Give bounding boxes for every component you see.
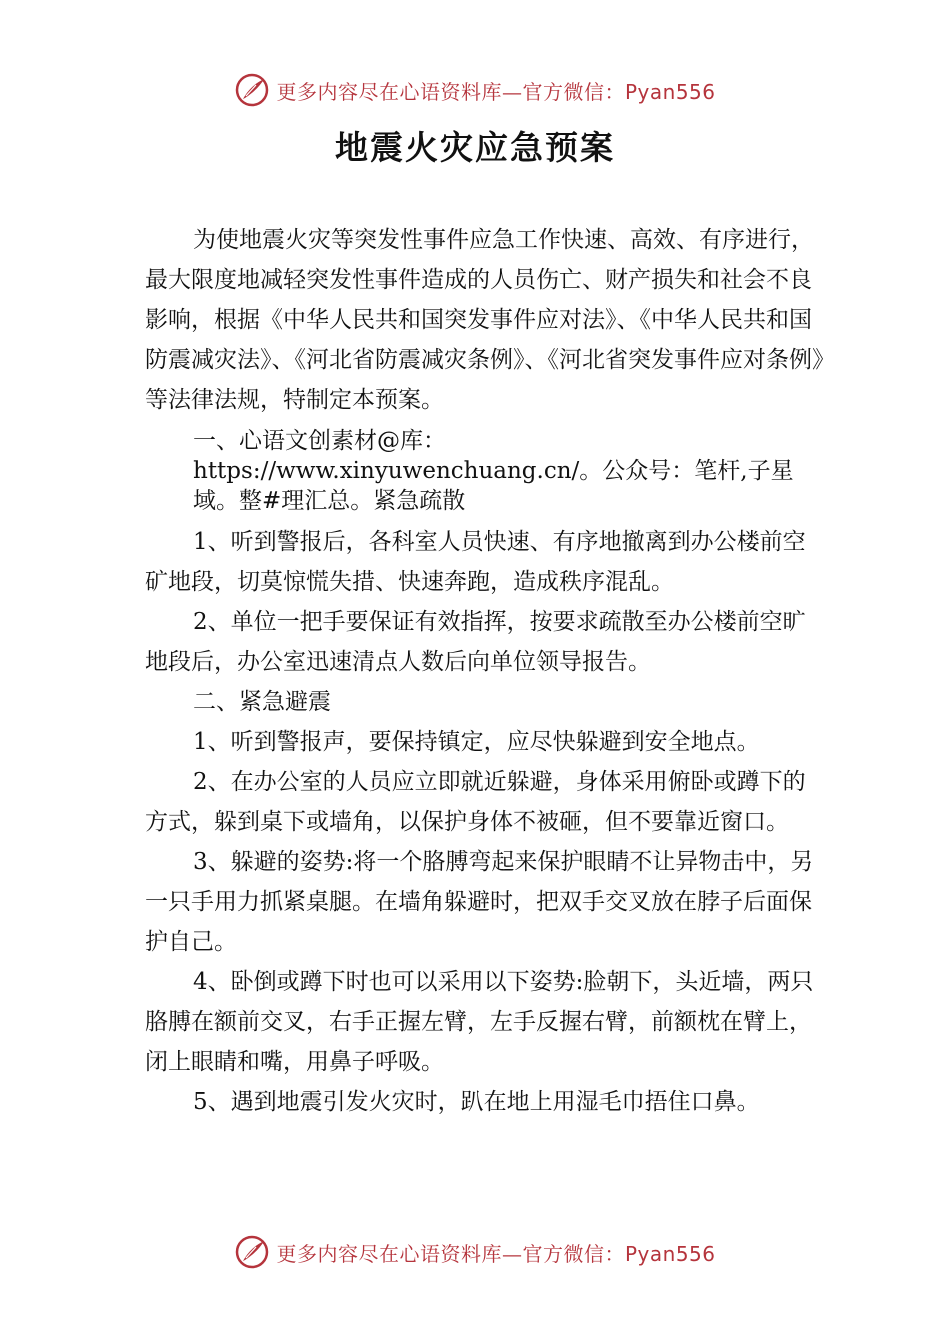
header-watermark bbox=[0, 70, 950, 110]
shelter-item-2: 2、在办公室的人员应立即就近躲避，身体采用俯卧或蹲下的方式，躲到桌下或墙角，以保护身体不被砸，但不要靠近窗口。 bbox=[145, 769, 806, 835]
feather-circle-logo-icon bbox=[234, 1234, 270, 1270]
feather-circle-logo-icon bbox=[234, 72, 270, 108]
document-title: 地震火灾应急预案 bbox=[335, 128, 615, 167]
evacuation-item-2: 2、单位一把手要保证有效指挥，按要求疏散至办公楼前空旷地段后，办公室迅速清点人数后向单位领导报告。 bbox=[145, 609, 806, 675]
document-body bbox=[145, 220, 825, 1122]
wechat-id: Pyan556 bbox=[624, 79, 716, 104]
section-heading-shelter: 二、紧急避震 bbox=[193, 689, 331, 715]
wechat-id: Pyan556 bbox=[624, 1241, 716, 1266]
watermark-text: 更多内容尽在心语资料库—官方微信：Pyan556 bbox=[276, 1241, 716, 1266]
shelter-item-5: 5、遇到地震引发火灾时，趴在地上用湿毛巾捂住口鼻。 bbox=[193, 1089, 760, 1115]
evacuation-item-1: 1、听到警报后，各科室人员快速、有序地撤离到办公楼前空矿地段，切莫惊慌失措、快速奔跑，造成秩序混乱。 bbox=[145, 529, 806, 595]
shelter-item-1: 1、听到警报声，要保持镇定，应尽快躲避到安全地点。 bbox=[193, 729, 760, 755]
watermark-text: 更多内容尽在心语资料库—官方微信：Pyan556 bbox=[276, 79, 716, 104]
shelter-item-3: 3、躲避的姿势:将一个胳膊弯起来保护眼睛不让异物击中，另一只手用力抓紧桌腿。在墙角躲避时，把双手交叉放在脖子后面保护自己。 bbox=[145, 849, 814, 955]
footer-watermark bbox=[0, 1232, 950, 1272]
section-heading-evacuation: 一、心语文创素材@库：https://www.xinyuwenchuang.cn/。公众号：笔杆,子星域。整#理汇总。紧急疏散 bbox=[193, 428, 794, 514]
intro-paragraph: 为使地震火灾等突发性事件应急工作快速、高效、有序进行，最大限度地减轻突发性事件造成的人员伤亡、财产损失和社会不良影响，根据《中华人民共和国突发事件应对法》、《中华人民共和国防震减灾法》、《河北省防震减灾条例》、《河北省突发事件应对条例》等法律法规，特制定本预案。 bbox=[145, 227, 824, 413]
shelter-item-4: 4、卧倒或蹲下时也可以采用以下姿势:脸朝下，头近墙，两只胳膊在额前交叉，右手正握左臂，左手反握右臂，前额枕在臂上，闭上眼睛和嘴，用鼻子呼吸。 bbox=[145, 969, 814, 1075]
